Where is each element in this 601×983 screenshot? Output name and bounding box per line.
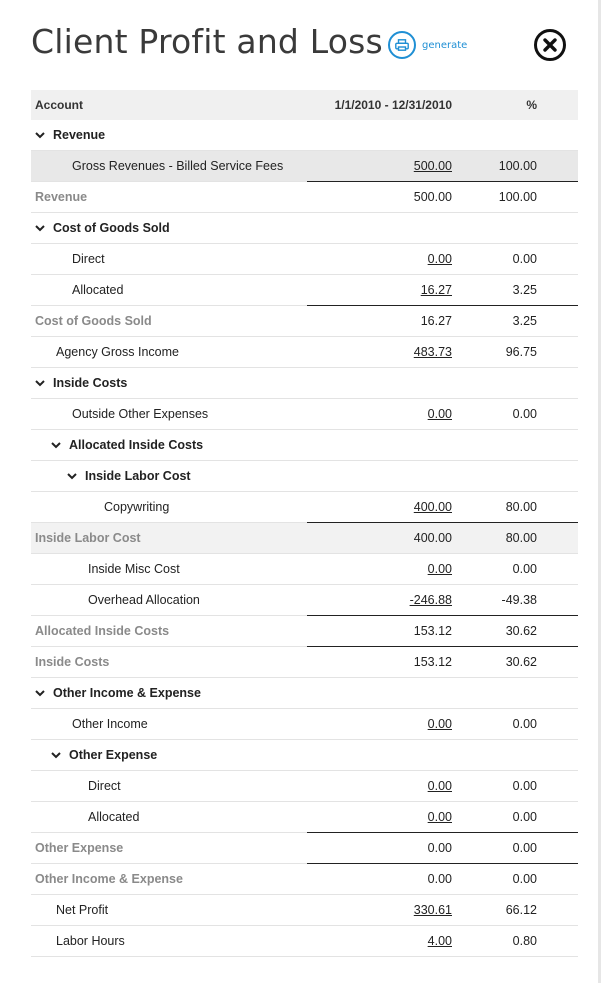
row-label: Inside Misc Cost [88,562,180,576]
table-row [31,523,578,554]
row-label: Cost of Goods Sold [53,221,170,235]
table-row [31,616,578,647]
row-label: Allocated [88,810,140,824]
group-cost-of-goods-sold[interactable] [35,213,170,243]
percent-value: 0.00 [512,841,537,855]
amount-link[interactable]: 0.00 [427,562,452,576]
table-row[interactable] [31,740,578,771]
group-revenue[interactable] [35,120,105,150]
column-header-percent: % [526,98,537,112]
close-button[interactable] [534,29,566,61]
amount-value: 16.27 [420,314,452,328]
table-row[interactable] [31,709,578,740]
percent-value: 0.00 [512,562,537,576]
chevron-down-icon[interactable] [35,221,45,235]
table-row[interactable] [31,461,578,492]
chevron-down-icon[interactable] [67,469,77,483]
amount-link[interactable]: 483.73 [413,345,452,359]
amount-link[interactable]: 0.00 [427,810,452,824]
percent-value: 100.00 [498,159,537,173]
table-row[interactable] [31,554,578,585]
amount-link[interactable]: 330.61 [413,903,452,917]
chevron-down-icon[interactable] [35,128,45,142]
percent-value: 30.62 [505,624,537,638]
amount-link[interactable]: 4.00 [427,934,452,948]
amount-value: 153.12 [413,655,452,669]
row-label: Allocated Inside Costs [69,438,204,452]
amount-link[interactable]: 0.00 [427,717,452,731]
table-row[interactable] [31,244,578,275]
table-row[interactable] [31,151,578,182]
printer-icon[interactable] [388,31,416,59]
percent-value: 3.25 [512,283,537,297]
table-row [31,647,578,678]
subtotal-label: Cost of Goods Sold [35,314,152,328]
amount-value: 400.00 [413,531,452,545]
amount-link[interactable]: 0.00 [427,252,452,266]
table-row[interactable] [31,895,578,926]
row-label: Labor Hours [56,934,125,948]
table-row[interactable] [31,771,578,802]
table-row [31,306,578,337]
percent-value: 80.00 [505,531,537,545]
group-other-income-expense[interactable] [35,678,201,708]
table-header [31,90,578,120]
percent-value: 3.25 [512,314,537,328]
percent-value: 96.75 [505,345,537,359]
group-allocated-inside-costs[interactable] [51,430,203,460]
table-row[interactable] [31,802,578,833]
header [0,0,601,90]
table-row[interactable] [31,120,578,151]
amount-link[interactable]: 0.00 [427,407,452,421]
chevron-down-icon[interactable] [35,686,45,700]
generate-button[interactable] [388,31,467,59]
row-label: Agency Gross Income [56,345,179,359]
row-label: Inside Costs [53,376,128,390]
row-label: Copywriting [104,500,170,514]
amount-link[interactable]: 0.00 [427,779,452,793]
row-label: Gross Revenues - Billed Service Fees [72,159,284,173]
amount-value: 153.12 [413,624,452,638]
percent-value: 0.00 [512,872,537,886]
row-label: Other Expense [69,748,158,762]
column-header-account: Account [35,98,83,112]
row-label: Direct [88,779,121,793]
generate-label[interactable]: generate [422,39,468,51]
row-label: Outside Other Expenses [72,407,209,421]
table-row[interactable] [31,399,578,430]
percent-value: 0.00 [512,407,537,421]
table-row[interactable] [31,337,578,368]
amount-link[interactable]: -246.88 [409,593,452,607]
chevron-down-icon[interactable] [51,748,61,762]
percent-value: 80.00 [505,500,537,514]
amount-value: 0.00 [427,872,452,886]
subtotal-label: Allocated Inside Costs [35,624,170,638]
group-other-expense[interactable] [51,740,157,770]
table-row[interactable] [31,585,578,616]
profit-loss-table [31,90,578,957]
subtotal-label: Inside Costs [35,655,110,669]
amount-value: 500.00 [413,190,452,204]
row-label: Net Profit [56,903,109,917]
table-row[interactable] [31,926,578,957]
row-label: Overhead Allocation [88,593,200,607]
page-title: Client Profit and Loss [31,22,383,61]
table-row[interactable] [31,678,578,709]
row-label: Other Income & Expense [53,686,201,700]
close-icon[interactable] [543,38,557,52]
amount-link[interactable]: 16.27 [420,283,452,297]
percent-value: 66.12 [505,903,537,917]
row-label: Allocated [72,283,124,297]
percent-value: 0.00 [512,717,537,731]
chevron-down-icon[interactable] [51,438,61,452]
column-header-period: 1/1/2010 - 12/31/2010 [334,98,452,112]
amount-value: 0.00 [427,841,452,855]
table-row[interactable] [31,275,578,306]
group-inside-labor-cost[interactable] [67,461,191,491]
percent-value: 100.00 [498,190,537,204]
group-inside-costs[interactable] [35,368,127,398]
table-row[interactable] [31,430,578,461]
table-row[interactable] [31,213,578,244]
subtotal-label: Other Income & Expense [35,872,183,886]
amount-link[interactable]: 400.00 [413,500,452,514]
table-row[interactable] [31,368,578,399]
percent-value: 30.62 [505,655,537,669]
table-row [31,182,578,213]
row-label: Revenue [53,128,106,142]
percent-value: 0.80 [512,934,537,948]
table-row[interactable] [31,492,578,523]
row-label: Inside Labor Cost [85,469,191,483]
percent-value: -49.38 [501,593,537,607]
percent-value: 0.00 [512,779,537,793]
row-label: Other Income [72,717,148,731]
subtotal-label: Other Expense [35,841,124,855]
percent-value: 0.00 [512,810,537,824]
amount-link[interactable]: 500.00 [413,159,452,173]
chevron-down-icon[interactable] [35,376,45,390]
row-label: Direct [72,252,105,266]
subtotal-label: Inside Labor Cost [35,531,141,545]
table-row [31,864,578,895]
percent-value: 0.00 [512,252,537,266]
table-row [31,833,578,864]
subtotal-label: Revenue [35,190,88,204]
